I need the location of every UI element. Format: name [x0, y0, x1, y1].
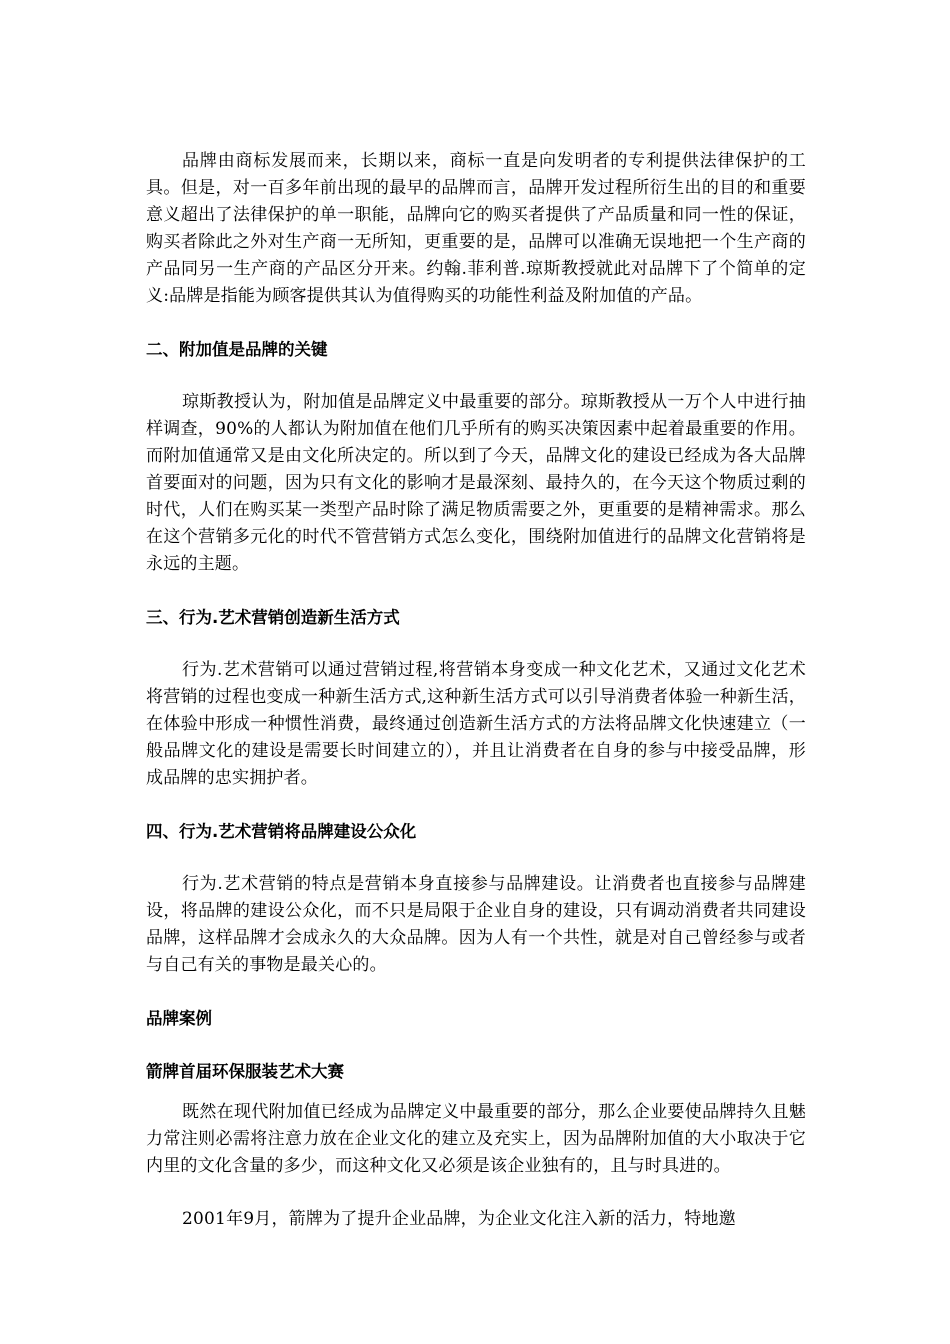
paragraph-2001-event: 2001年9月，箭牌为了提升企业品牌，为企业文化注入新的活力，特地邀: [182, 1209, 736, 1229]
spacer: [146, 979, 806, 1005]
heading-section-2: 二、附加值是品牌的关键: [146, 340, 328, 359]
spacer: [146, 310, 806, 336]
spacer: [146, 1032, 806, 1058]
paragraph-added-value: 琼斯教授认为，附加值是品牌定义中最重要的部分。琼斯教授从一万个人中进行抽样调查，90%的人都认为附加值在他们几乎所有的购买决策因素中起着最重要的作用。而附加值通常又是由文化所决定的。所以到了今天，品牌文化的建设已经成为各大品牌首要面对的问题，因为只有文化的影响才是最深刻、最持久的，在今天这个物质过剩的时代，人们在购买某一类型产品时除了满足物质需要之外，更重要的是精神需求。那么在这个营销多元化的时代不管营销方式怎么变化，围绕附加值进行的品牌文化营销将是永远的主题。: [146, 392, 806, 574]
paragraph-public-branding: 行为.艺术营销的特点是营销本身直接参与品牌建设。让消费者也直接参与品牌建设，将品牌的建设公众化，而不只是局限于企业自身的建设，只有调动消费者共同建设品牌，这样品牌才会成永久的大众品牌。因为人有一个共性，就是对自己曾经参与或者与自己有关的事物是最关心的。: [146, 874, 806, 975]
spacer: [146, 1180, 806, 1206]
paragraph-brand-origin: 品牌由商标发展而来，长期以来，商标一直是向发明者的专利提供法律保护的工具。但是，对一百多年前出现的最早的品牌而言，品牌开发过程所衍生出的目的和重要意义超出了法律保护的单一职能，品牌向它的购买者提供了产品质量和同一性的保证，购买者除此之外对生产商一无所知，更重要的是，品牌可以准确无误地把一个生产商的产品同另一生产商的产品区分开来。约翰.菲利普.琼斯教授就此对品牌下了个简单的定义:品牌是指能为顾客提供其认为值得购买的功能性利益及附加值的产品。: [146, 151, 806, 306]
heading-section-3: 三、行为.艺术营销创造新生活方式: [146, 608, 400, 627]
spacer: [146, 1085, 806, 1099]
spacer: [146, 845, 806, 871]
heading-brand-case: 品牌案例: [146, 1009, 212, 1028]
document-page: [146, 148, 806, 1233]
spacer: [146, 631, 806, 657]
spacer: [146, 792, 806, 818]
paragraph-new-lifestyle: 行为.艺术营销可以通过营销过程,将营销本身变成一种文化艺术，又通过文化艺术将营销的过程也变成一种新生活方式,这种新生活方式可以引导消费者体验一种新生活，在体验中形成一种惯性消费，最终通过创造新生活方式的方法将品牌文化快速建立（一般品牌文化的建设是需要长时间建立的），并且让消费者在自身的参与中接受品牌，形成品牌的忠实拥护者。: [146, 660, 806, 788]
paragraph-corporate-culture: 既然在现代附加值已经成为品牌定义中最重要的部分，那么企业要使品牌持久且魅力常注则必需将注意力放在企业文化的建立及充实上，因为品牌附加值的大小取决于它内里的文化含量的多少，而这种文化又必须是该企业独有的，且与时具进的。: [146, 1102, 806, 1176]
spacer: [146, 363, 806, 389]
spacer: [146, 578, 806, 604]
heading-arrow-contest: 箭牌首届环保服装艺术大赛: [146, 1062, 344, 1081]
heading-section-4: 四、行为.艺术营销将品牌建设公众化: [146, 822, 417, 841]
